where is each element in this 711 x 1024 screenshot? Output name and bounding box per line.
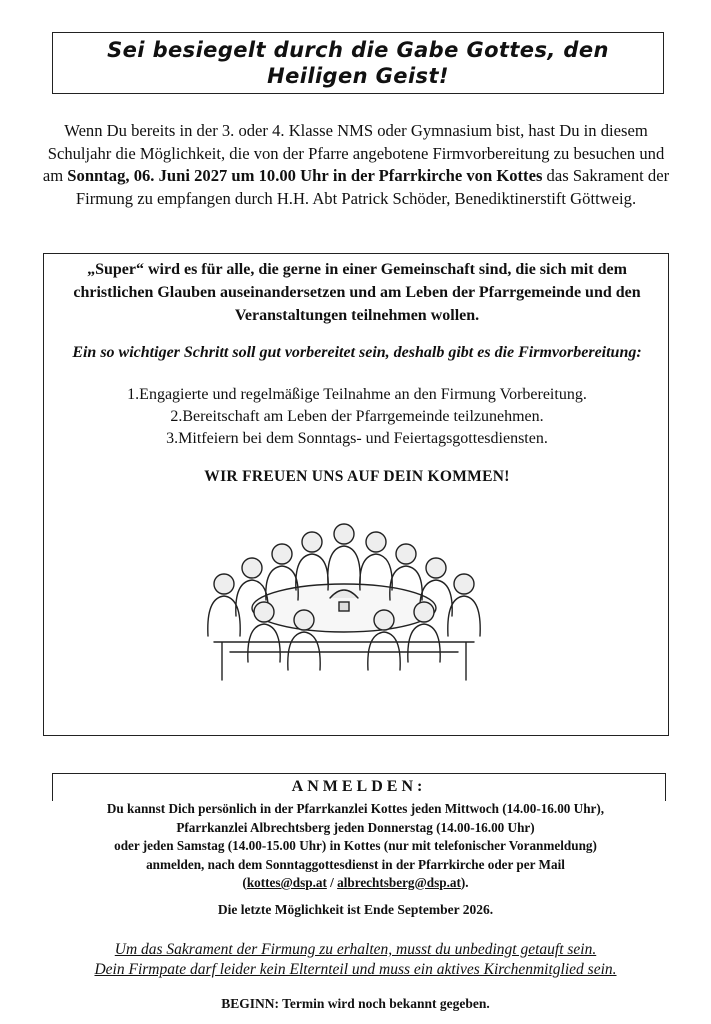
confirmation-place: in der Pfarrkirche von Kottes — [332, 166, 543, 185]
paren: ). — [460, 875, 469, 890]
paren: ( — [242, 875, 247, 890]
requirement-item: 3.Mitfeiern bei dem Sonntags- und Feiertagsgottesdiensten. — [166, 430, 548, 447]
registration-header-box — [52, 773, 666, 801]
page-title — [107, 37, 609, 89]
registration-title: ANMELDEN: — [291, 778, 427, 795]
email-link-kottes[interactable]: kottes@dsp.at — [246, 875, 327, 890]
notes — [30, 940, 681, 980]
info-box — [43, 253, 669, 736]
requirement-item: 1.Engagierte und regelmäßige Teilnahme an den Firmung Vorbereitung. — [127, 386, 587, 403]
confirmation-date: Sonntag, 06. Juni 2027 um 10.00 Uhr — [67, 166, 329, 185]
intro-text-3: das Sakrament der Firmung zu empfangen durch H.H. Abt Patrick Schöder, Benediktinerstift Göttweig. — [75, 166, 670, 208]
registration-line: Du kannst Dich persönlich in der Pfarrkanzlei Kottes jeden Mittwoch (14.00-16.00 Uhr), — [106, 801, 605, 816]
preparation-heading: Ein so wichtiger Schritt soll gut vorbereitet sein, deshalb gibt es die Firmvorbereitung: — [72, 344, 642, 361]
title-line-1: Sei besiegelt durch die Gabe Gottes, den — [107, 38, 609, 62]
note-baptism: Um das Sakrament der Firmung zu erhalten, musst du unbedingt getauft sein. — [114, 941, 597, 958]
welcome-text: WIR FREUEN UNS AUF DEIN KOMMEN! — [204, 468, 510, 485]
email-link-albrechtsberg[interactable]: albrechtsberg@dsp.at — [337, 875, 461, 890]
deadline-text: Die letzte Möglichkeit ist Ende September 2026. — [217, 902, 494, 917]
registration-text — [30, 800, 681, 893]
registration-line: anmelden, nach dem Sonntaggottesdienst in der Pfarrkirche oder per Mail — [146, 856, 565, 872]
super-text: „Super“ wird es für alle, die gerne in einer Gemeinschaft sind, die sich mit dem christlichen Glauben auseinandersetzen und am Leben der Pfarrgemeinde und den Veranstaltungen teilnehmen wollen. — [73, 261, 641, 324]
registration-emails — [30, 874, 681, 893]
intro-paragraph — [40, 120, 672, 210]
requirement-item: 2.Bereitschaft am Leben der Pfarrgemeinde teilzunehmen. — [170, 408, 544, 425]
registration-line: Pfarrkanzlei Albrechtsberg jeden Donnerstag (14.00-16.00 Uhr) — [176, 819, 535, 835]
begin-text: BEGINN: Termin wird noch bekannt gegeben. — [221, 996, 490, 1011]
title-line-2: Heiligen Geist! — [267, 64, 449, 88]
requirements-list — [58, 384, 656, 450]
title-box — [52, 32, 664, 94]
registration-line: oder jeden Samstag (14.00-15.00 Uhr) in Kottes (nur mit telefonischer Voranmeldung) — [114, 838, 597, 853]
separator: / — [326, 875, 338, 890]
note-sponsor: Dein Firmpate darf leider kein Elternteil und muss ein aktives Kirchenmitglied sein. — [94, 961, 617, 978]
last-supper-illustration — [194, 512, 494, 687]
intro-text-1: Wenn Du bereits in der 3. oder 4. Klasse NMS oder Gymnasium bist, hast Du in diesem Schuljahr die Möglichkeit, die von der Pfarre angebotene Firmvorbereitung zu besuchen und am — [42, 121, 665, 185]
